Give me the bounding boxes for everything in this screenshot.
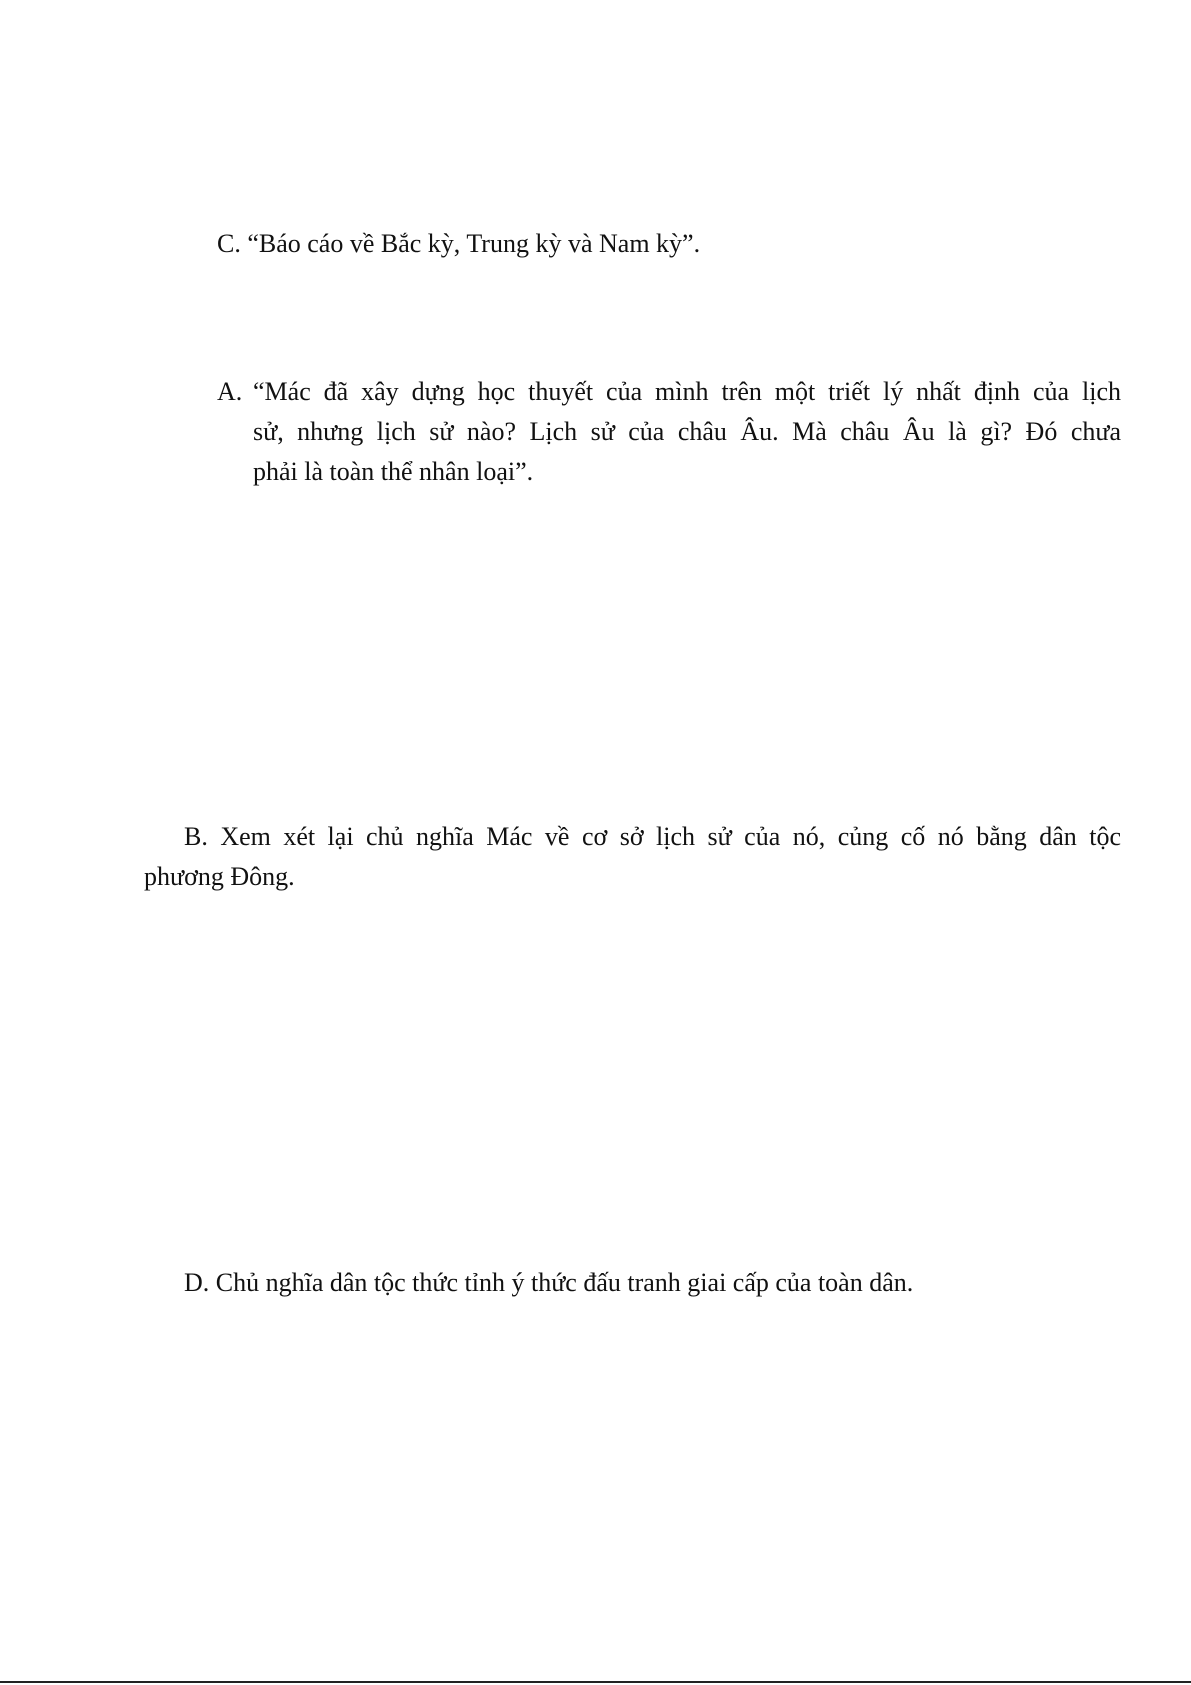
- option-a-body: [253, 372, 1121, 492]
- option-a-line-3: phải là toàn thể nhân loại”.: [253, 457, 534, 486]
- option-a: [217, 372, 1121, 492]
- bottom-divider: [0, 1681, 1191, 1683]
- option-b: [144, 817, 1121, 897]
- option-b-line-2: phương Đông.: [144, 862, 295, 891]
- option-c: [217, 224, 1117, 264]
- option-a-line-2: sử, nhưng lịch sử nào? Lịch sử của châu Âu. Mà châu Âu là gì? Đó chưa: [253, 417, 1121, 446]
- option-a-marker: A.: [217, 377, 243, 406]
- option-b-line-1: B. Xem xét lại chủ nghĩa Mác về cơ sở lịch sử của nó, củng cố nó bằng dân tộc: [184, 822, 1121, 851]
- option-d-text: D. Chủ nghĩa dân tộc thức tỉnh ý thức đấu tranh giai cấp của toàn dân.: [184, 1268, 914, 1297]
- option-d: [184, 1263, 1121, 1303]
- option-a-line-1: “Mác đã xây dựng học thuyết của mình trên một triết lý nhất định của lịch: [253, 377, 1121, 406]
- option-c-text: C. “Báo cáo về Bắc kỳ, Trung kỳ và Nam kỳ”.: [217, 229, 701, 258]
